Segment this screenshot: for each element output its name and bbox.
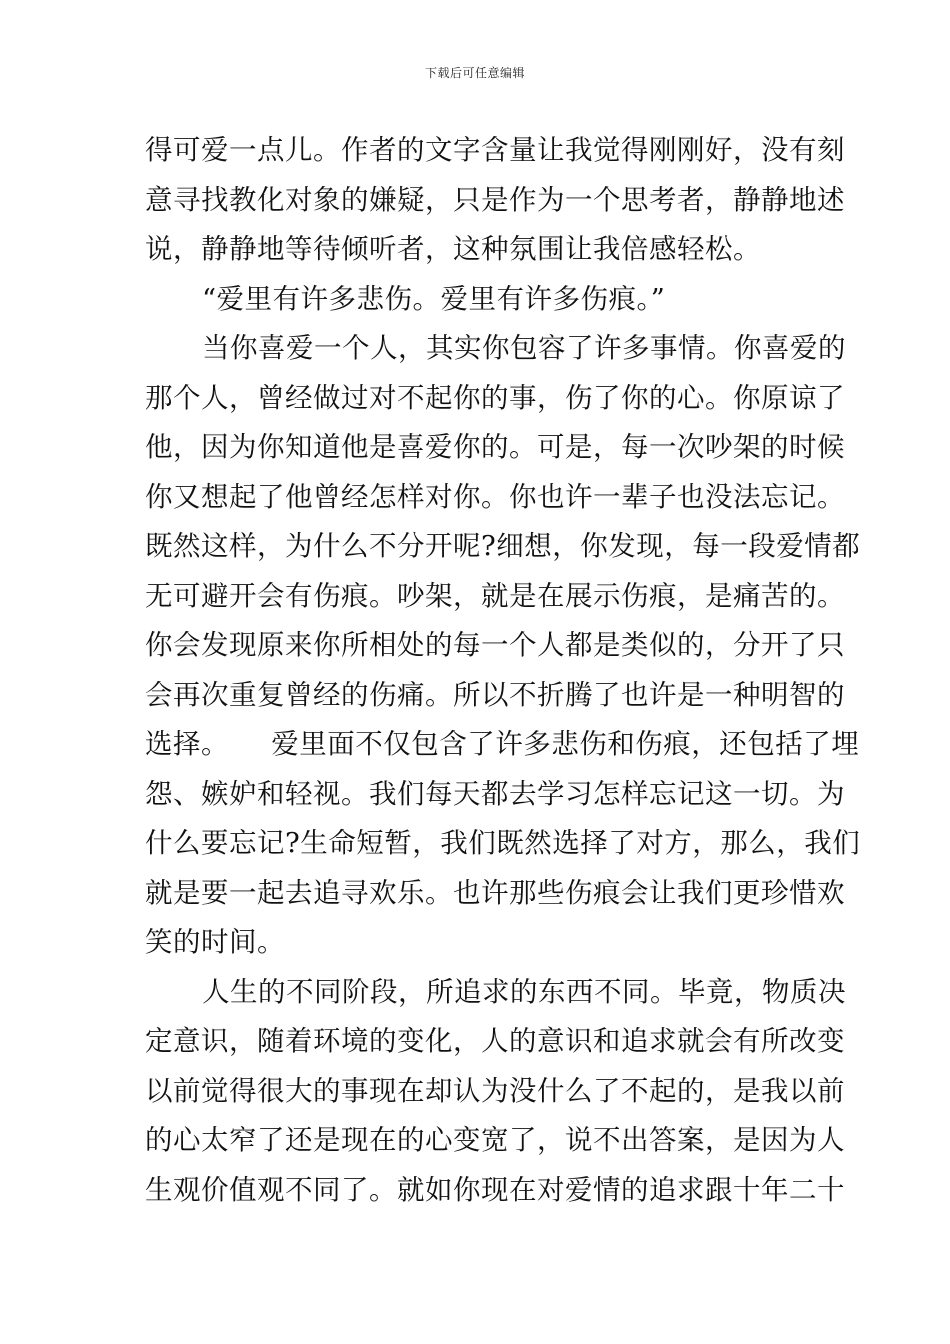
text-line: 怨、嫉妒和轻视。我们每天都去学习怎样忘记这一切。为: [145, 777, 845, 810]
text-line: 以前觉得很大的事现在却认为没什么了不起的，是我以前: [145, 1074, 845, 1107]
text-line: 那个人，曾经做过对不起你的事，伤了你的心。你原谅了: [145, 381, 845, 414]
text-line: 生观价值观不同了。就如你现在对爱情的追求跟十年二十: [145, 1173, 845, 1206]
text-line: 你又想起了他曾经怎样对你。你也许一辈子也没法忘记。: [145, 480, 845, 513]
quote-line: “爱里有许多悲伤。爱里有许多伤痕。”: [202, 282, 666, 315]
text-line: 说，静静地等待倾听者，这种氛围让我倍感轻松。: [145, 233, 761, 265]
text-line: 意寻找教化对象的嫌疑，只是作为一个思考者，静静地述: [145, 183, 845, 216]
text-line: 定意识，随着环境的变化，人的意识和追求就会有所改变: [145, 1025, 845, 1057]
text-line: 笑的时间。: [145, 926, 285, 958]
text-line: 就是要一起去追寻欢乐。也许那些伤痕会让我们更珍惜欢: [145, 876, 845, 909]
text-line: 人生的不同阶段，所追求的东西不同。毕竟，物质决: [202, 975, 846, 1008]
page-header: 下载后可任意编辑: [424, 66, 525, 80]
text-line: 的心太窄了还是现在的心变宽了，说不出答案，是因为人: [145, 1124, 845, 1156]
text-line: 他，因为你知道他是喜爱你的。可是，每一次吵架的时候: [145, 431, 845, 463]
body-text: [145, 126, 861, 1215]
text-line: 你会发现原来你所相处的每一个人都是类似的，分开了只: [145, 629, 845, 661]
text-line: 会再次重复曾经的伤痛。所以不折腾了也许是一种明智的: [145, 678, 845, 711]
text-line: 什么要忘记?生命短暂，我们既然选择了对方，那么，我们: [145, 827, 861, 859]
text-line: 既然这样，为什么不分开呢?细想，你发现，每一段爱情都: [145, 530, 861, 562]
text-line: 得可爱一点儿。作者的文字含量让我觉得刚刚好，没有刻: [145, 134, 845, 166]
text-line: 选择。 爱里面不仅包含了许多悲伤和伤痕，还包括了埋: [145, 728, 860, 760]
text-line: 无可避开会有伤痕。吵架，就是在展示伤痕，是痛苦的。: [145, 579, 845, 612]
text-line: 当你喜爱一个人，其实你包容了许多事情。你喜爱的: [202, 332, 846, 364]
